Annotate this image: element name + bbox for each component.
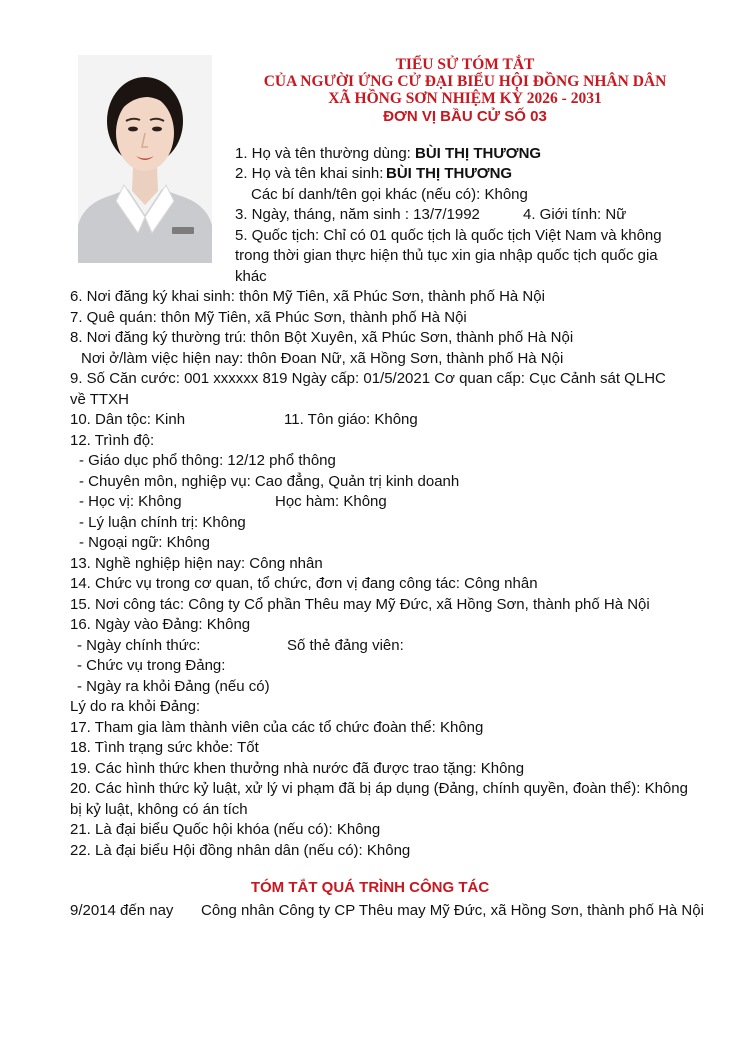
official-date: - Ngày chính thức: <box>77 637 201 654</box>
nationality-line1: 5. Quốc tịch: Chỉ có 01 quốc tịch là quốc tịch Việt Nam và không <box>235 227 662 244</box>
occupation: 13. Nghề nghiệp hiện nay: Công nhân <box>70 555 323 572</box>
health-status: 18. Tình trạng sức khỏe: Tốt <box>70 739 259 756</box>
date-of-birth: 3. Ngày, tháng, năm sinh : 13/7/1992 <box>235 206 480 223</box>
ethnicity: 10. Dân tộc: Kinh <box>70 411 186 428</box>
birth-name-value: BÙI THỊ THƯƠNG <box>386 165 513 182</box>
hometown: 7. Quê quán: thôn Mỹ Tiên, xã Phúc Sơn, thành phố Hà Nội <box>70 309 467 326</box>
awards: 19. Các hình thức khen thưởng nhà nước đã được trao tặng: Không <box>70 760 525 777</box>
party-admission: 16. Ngày vào Đảng: Không <box>70 616 251 633</box>
permanent-residence: 8. Nơi đăng ký thường trú: thôn Bột Xuyên, xã Phúc Sơn, thành phố Hà Nội <box>70 329 574 346</box>
gender: 4. Giới tính: Nữ <box>523 206 627 223</box>
foreign-language: - Ngoại ngữ: Không <box>79 534 210 551</box>
common-name-value: BÙI THỊ THƯƠNG <box>415 145 542 162</box>
work-history-title: TÓM TẮT QUÁ TRÌNH CÔNG TÁC <box>250 879 490 896</box>
party-position: - Chức vụ trong Đảng: <box>77 657 226 674</box>
education-heading: 12. Trình độ: <box>70 432 155 449</box>
current-residence: Nơi ở/làm việc hiện nay: thôn Đoan Nữ, xã Hồng Sơn, thành phố Hà Nội <box>81 350 564 367</box>
party-exit-date: - Ngày ra khỏi Đảng (nếu có) <box>77 678 270 695</box>
work-description: Công nhân Công ty CP Thêu may Mỹ Đức, xã Hồng Sơn, thành phố Hà Nội <box>201 902 704 919</box>
workplace: 15. Nơi công tác: Công ty Cổ phần Thêu may Mỹ Đức, xã Hồng Sơn, thành phố Hà Nội <box>70 596 650 613</box>
party-exit-reason: Lý do ra khỏi Đảng: <box>70 698 201 715</box>
birth-name-label: 2. Họ và tên khai sinh: <box>235 165 384 182</box>
electoral-unit: ĐƠN VỊ BẦU CỬ SỐ 03 <box>383 108 547 125</box>
id-card-line1: 9. Số Căn cước: 001 xxxxxx 819 Ngày cấp: 01/5/2021 Cơ quan cấp: Cục Cảnh sát QLHC <box>70 370 666 387</box>
academic-degree: - Học vị: Không <box>79 493 182 510</box>
religion: 11. Tôn giáo: Không <box>284 411 418 428</box>
peoples-council-delegate: 22. Là đại biểu Hội đồng nhân dân (nếu có): Không <box>70 842 411 859</box>
aliases: Các bí danh/tên gọi khác (nếu có): Không <box>251 186 528 203</box>
discipline-line1: 20. Các hình thức kỷ luật, xử lý vi phạm đã bị áp dụng (Đảng, chính quyền, đoàn thể): Không <box>70 780 688 797</box>
general-education: - Giáo dục phổ thông: 12/12 phổ thông <box>79 452 336 469</box>
academic-title: Học hàm: Không <box>275 493 387 510</box>
professional-qualification: - Chuyên môn, nghiệp vụ: Cao đẳng, Quản trị kinh doanh <box>79 473 460 490</box>
discipline-line2: bị kỷ luật, không có án tích <box>70 801 248 818</box>
work-period: 9/2014 đến nay <box>70 902 174 919</box>
doc-title-line3: XÃ HỒNG SƠN NHIỆM KỲ 2026 - 2031 <box>328 90 602 107</box>
national-assembly-delegate: 21. Là đại biểu Quốc hội khóa (nếu có): Không <box>70 821 381 838</box>
nationality-line3: khác <box>235 268 267 285</box>
portrait-photo <box>78 55 212 263</box>
common-name-label: 1. Họ và tên thường dùng: <box>235 145 415 162</box>
nationality-line2: trong thời gian thực hiện thủ tục xin gia nhập quốc tịch quốc gia <box>235 247 658 264</box>
mass-organizations: 17. Tham gia làm thành viên của các tổ chức đoàn thể: Không <box>70 719 484 736</box>
party-card-number: Số thẻ đảng viên: <box>287 637 404 654</box>
doc-title-line2: CỦA NGƯỜI ỨNG CỬ ĐẠI BIỂU HỘI ĐỒNG NHÂN DÂN <box>263 73 667 90</box>
info-line-1 <box>235 144 541 164</box>
doc-title-line1: TIỂU SỬ TÓM TẮT <box>395 56 535 73</box>
position: 14. Chức vụ trong cơ quan, tổ chức, đơn vị đang công tác: Công nhân <box>70 575 538 592</box>
id-card-line2: về TTXH <box>70 391 129 408</box>
political-theory: - Lý luận chính trị: Không <box>79 514 246 531</box>
birth-registration: 6. Nơi đăng ký khai sinh: thôn Mỹ Tiên, xã Phúc Sơn, thành phố Hà Nội <box>70 288 545 305</box>
